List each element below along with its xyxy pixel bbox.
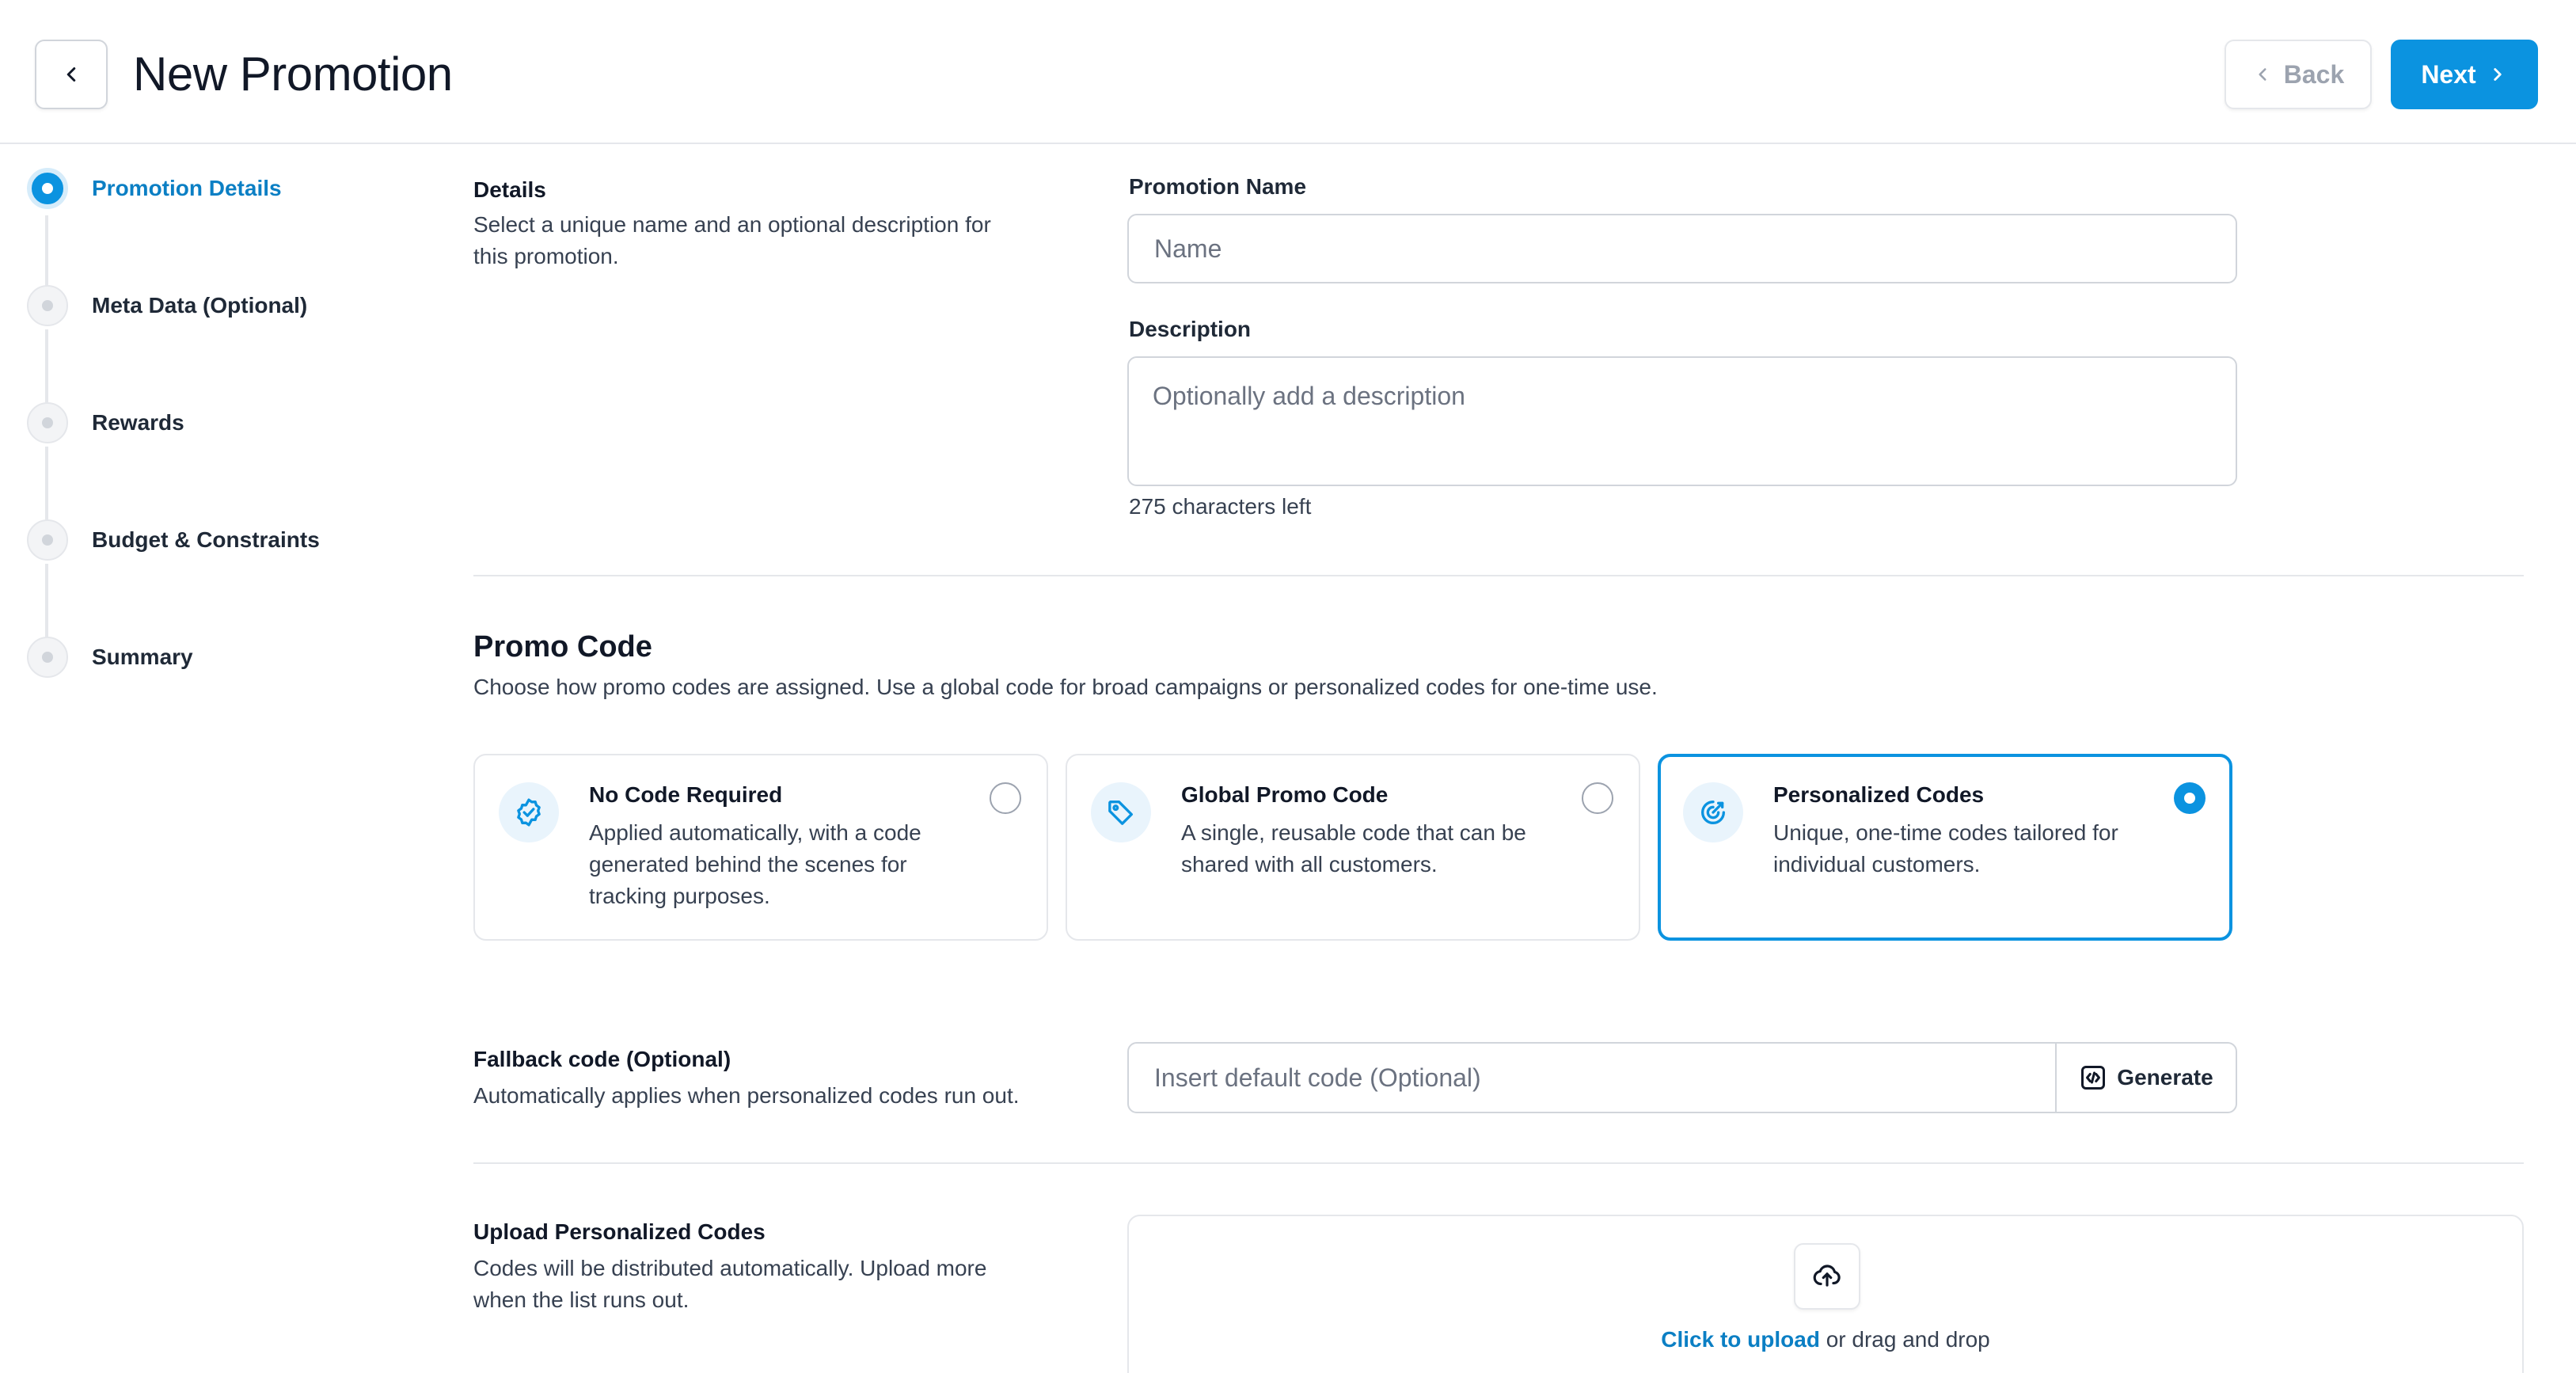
step-indicator [27,519,68,561]
characters-left: 275 characters left [1129,494,1312,519]
chevron-left-icon [2252,64,2273,85]
generate-button-label: Generate [2117,1065,2213,1090]
step-summary[interactable] [27,637,193,678]
option-title: No Code Required [589,782,783,807]
upload-codes-title: Upload Personalized Codes [473,1219,766,1244]
section-divider [473,1162,2524,1164]
details-description-line: this promotion. [473,244,619,268]
upload-instructions [1129,1327,2522,1352]
option-no-code-required[interactable] [473,754,1048,941]
option-description [1181,817,1553,880]
upload-codes-description [473,1253,986,1316]
option-personalized-codes[interactable] [1658,754,2232,941]
promo-code-description: Choose how promo codes are assigned. Use a global code for broad campaigns or personalized codes for one-time use. [473,675,1658,699]
drag-and-drop-text: or drag and drop [1819,1327,1990,1352]
step-label: Promotion Details [92,176,282,200]
description-placeholder: Optionally add a description [1153,382,1465,410]
promotion-name-placeholder: Name [1154,234,1222,263]
code-icon [2079,1063,2107,1092]
option-description-line: shared with all customers. [1181,852,1438,877]
back-arrow-button[interactable] [35,40,108,109]
step-connector [45,564,48,643]
back-button-label: Back [2283,59,2345,89]
upload-description-line: when the list runs out. [473,1287,690,1312]
step-connector [45,329,48,409]
step-label: Meta Data (Optional) [92,293,308,318]
chevron-left-icon [59,63,83,86]
promotion-name-input[interactable] [1127,214,2237,283]
option-description-line: tracking purposes. [589,884,770,908]
step-connector [45,215,48,295]
step-indicator [27,285,68,326]
step-rewards[interactable] [27,402,184,443]
radio-personalized-codes[interactable] [2174,782,2206,814]
step-indicator-active [27,168,68,209]
option-description-line: Applied automatically, with a code [589,820,921,845]
fallback-code-input[interactable] [1129,1044,2055,1112]
step-indicator [27,402,68,443]
step-promotion-details[interactable] [27,168,282,209]
step-connector [45,447,48,526]
next-button-label: Next [2421,59,2476,89]
option-description-line: generated behind the scenes for [589,852,907,877]
fallback-code-title: Fallback code (Optional) [473,1047,731,1071]
back-button[interactable] [2225,40,2372,109]
step-meta-data[interactable] [27,285,307,326]
step-label: Rewards [92,410,184,435]
option-description-line: Unique, one-time codes tailored for [1773,820,2118,845]
fallback-code-group [1127,1042,2237,1113]
details-description-line: Select a unique name and an optional description for [473,212,991,237]
fallback-code-description: Automatically applies when personalized codes run out. [473,1083,1020,1108]
generate-button[interactable] [2055,1044,2236,1112]
option-description [1773,817,2145,880]
option-global-promo-code[interactable] [1066,754,1640,941]
step-label: Summary [92,645,193,669]
upload-description-line: Codes will be distributed automatically. Upload more [473,1256,987,1280]
target-icon [1683,782,1743,842]
radio-no-code-required[interactable] [990,782,1021,814]
next-button[interactable] [2391,40,2538,109]
section-divider [473,575,2524,576]
header [0,0,2576,144]
step-budget-constraints[interactable] [27,519,320,561]
chevron-right-icon [2487,64,2508,85]
details-description [473,209,991,272]
badge-check-icon [499,782,559,842]
option-title: Global Promo Code [1181,782,1389,807]
promotion-name-label: Promotion Name [1129,174,1307,199]
description-textarea[interactable] [1127,356,2237,486]
upload-cloud-icon [1794,1243,1860,1310]
click-to-upload-link[interactable]: Click to upload [1661,1327,1820,1352]
details-title: Details [473,177,546,202]
option-title: Personalized Codes [1773,782,1985,807]
fallback-code-placeholder: Insert default code (Optional) [1154,1063,1481,1092]
tag-icon [1091,782,1151,842]
page-title: New Promotion [133,48,453,101]
radio-global-promo-code[interactable] [1582,782,1613,814]
promo-code-title: Promo Code [473,630,652,664]
upload-dropzone[interactable] [1127,1215,2524,1373]
option-description [589,817,961,912]
description-label: Description [1129,317,1252,341]
option-description-line: individual customers. [1773,852,1981,877]
step-label: Budget & Constraints [92,527,320,552]
option-description-line: A single, reusable code that can be [1181,820,1526,845]
step-indicator [27,637,68,678]
stepper [0,144,443,857]
